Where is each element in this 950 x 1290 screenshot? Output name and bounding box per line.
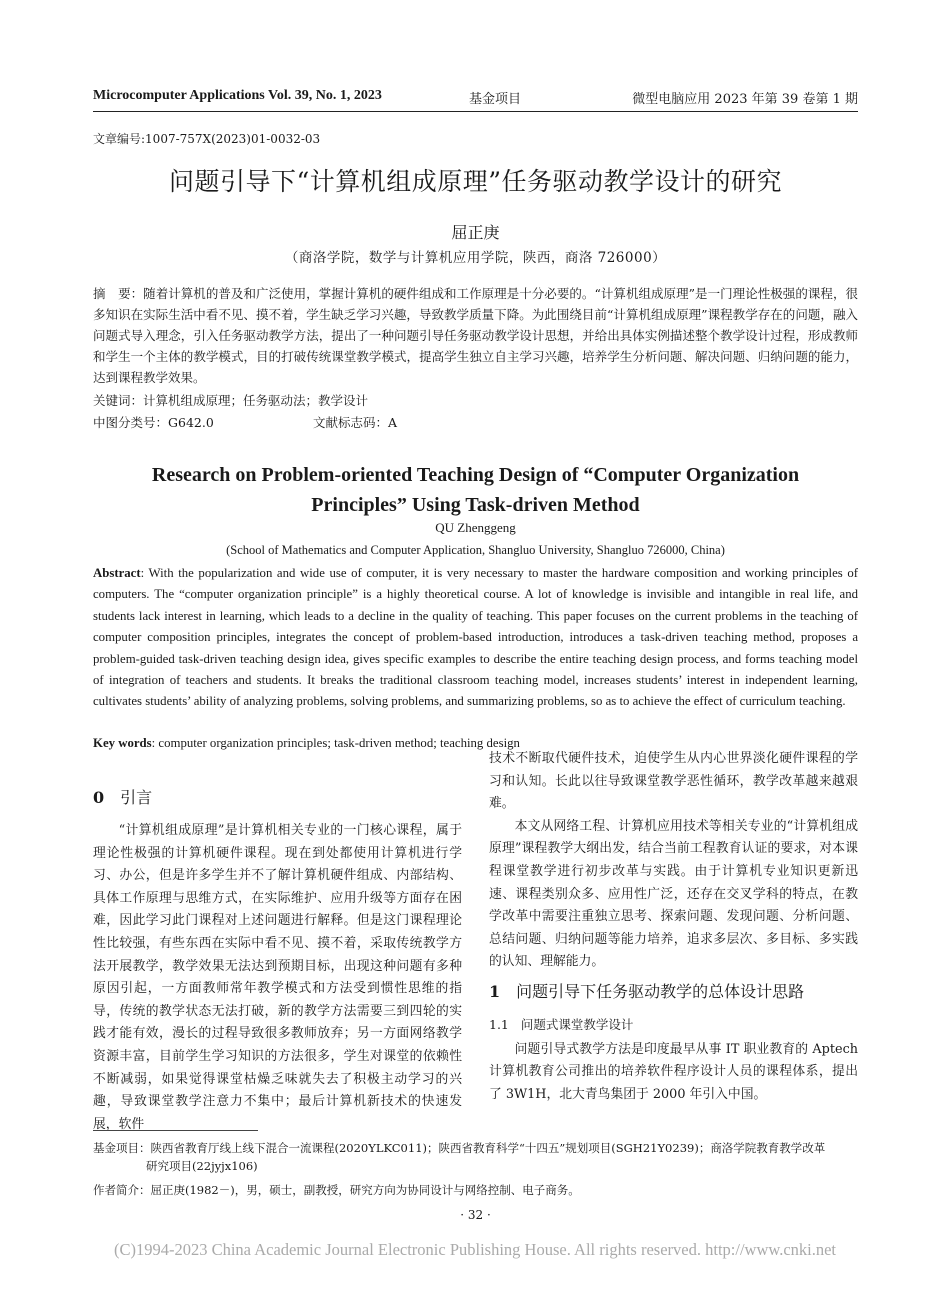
author-cn: 屈正庚 bbox=[451, 223, 500, 242]
footnote-fund bbox=[93, 1139, 868, 1175]
clc-number: 中图分类号：G642.0 bbox=[93, 415, 214, 430]
body-column-right bbox=[489, 748, 858, 1106]
article-category: 基金项目 bbox=[469, 92, 522, 107]
page-number: · 32 · bbox=[460, 1208, 491, 1222]
abstract-en-label: Abstract bbox=[93, 566, 141, 580]
paragraph-continued: 技术不断取代硬件技术，迫使学生从内心世界淡化硬件课程的学习和认知。长此以往导致课堂教学恶性循环，教学改革越来越艰难。 bbox=[489, 751, 858, 812]
abstract-en-text: : With the popularization and wide use of computer, it is very necessary to master the hardware composition and working principles of computers. The “computer organization principle” is a highly theoretical course. A lot of knowledge is invisible and intangible in real life, and students lack interest in learning, which leads to a decline in the quality of teaching. This paper focuses on the current problems in the teaching of computer composition principles, integrates the concept of problem-based introduction, introduces a task-driven teaching method, proposes a problem-guided task-driven teaching design idea, gives specific examples to describe the entire teaching design process, and forms teaching model of integration of teachers and students. It breaks the traditional classroom teaching model, increases students’ interest in independent learning, cultivates students’ ability of analyzing problems, solving problems, and summarizing problems, so as to achieve the effect of curriculum teaching. bbox=[93, 566, 858, 709]
document-code: 文献标志码：A bbox=[313, 415, 398, 430]
journal-name-en: Microcomputer Applications Vol. 39, No. 1, 2023 bbox=[93, 88, 382, 103]
affiliation-cn: （商洛学院，数学与计算机应用学院，陕西，商洛 726000） bbox=[284, 250, 667, 266]
affiliation-en: (School of Mathematics and Computer Application, Shangluo University, Shangluo 726000, China) bbox=[226, 543, 725, 557]
abstract-cn-label: 摘 要： bbox=[93, 286, 144, 301]
classification-cn bbox=[93, 413, 398, 431]
footnote-author: 作者简介：屈正庚(1982－)，男，硕士，副教授，研究方向为协同设计与网络控制、电子商务。 bbox=[93, 1183, 580, 1197]
abstract-cn-text: 随着计算机的普及和广泛使用，掌握计算机的硬件组成和工作原理是十分必要的。“计算机组成原理”是一门理论性极强的课程，很多知识在实际生活中看不见、摸不着，学生缺乏学习兴趣，导致教学质量下降。为此围绕目前“计算机组成原理”课程教学存在的问题，融入问题式导入理念，引入任务驱动教学方法，提出了一种问题引导任务驱动教学设计思想，并给出具体实例描述整个教学设计过程，形成教师和学生一个主体的教学模式，目的打破传统课堂教学模式，提高学生独立自主学习兴趣，培养学生分析问题、解决问题、归纳问题的能力，达到课程教学效果。 bbox=[93, 286, 858, 385]
keywords-en-label: Key words bbox=[93, 736, 152, 750]
paper-title-cn: 问题引导下“计算机组成原理”任务驱动教学设计的研究 bbox=[168, 167, 783, 196]
body-column-left bbox=[93, 780, 462, 1136]
paper-title-en-line2: Principles” Using Task-driven Method bbox=[311, 494, 640, 516]
paragraph: “计算机组成原理”是计算机相关专业的一门核心课程，属于理论性极强的计算机硬件课程。现在到处都使用计算机进行学习、办公，但是许多学生并不了解计算机硬件组成、内部结构、具体工作原理与思维方式，在实际维护、应用升级等方面存在困难，因此学习此门课程对上述问题进行解释。但是这门课程理论性比较强，有些东西在实际中看不见、摸不着，采取传统教学方法开展教学，教学效果无法达到预期目标，出现这种问题有多种原因引起，一方面教师常年教学模式和方法受到惯性思维的指导，传统的教学状态无法打破，新的教学方法需要三到四轮的实践才能有效，漫长的过程导致很多教师放弃；另一方面网络教学资源丰富，目前学生学习知识的方法很多，学生对课堂的依赖性不断减弱，如果觉得课堂枯燥乏味就失去了积极主动学习的兴趣，导致课堂教学注意力不集中；最后计算机新技术的快速发展，软件 bbox=[93, 823, 462, 1132]
footnote-fund-text-cont: 研究项目(22jyjx106) bbox=[146, 1159, 258, 1173]
author-en: QU Zhenggeng bbox=[435, 520, 516, 535]
abstract-en bbox=[93, 563, 858, 713]
section-number: 1 bbox=[489, 981, 501, 1001]
copyright-watermark: (C)1994-2023 China Academic Journal Electronic Publishing House. All rights reserved. http://www.cnki.net bbox=[113, 1240, 837, 1259]
journal-name-cn: 微型电脑应用 2023 年第 39 卷第 1 期 bbox=[632, 92, 858, 107]
section-heading-1 bbox=[489, 980, 858, 1004]
subsection-title: 问题式课堂教学设计 bbox=[520, 1016, 634, 1032]
section-title: 引言 bbox=[120, 788, 153, 807]
subsection-heading-1-1 bbox=[489, 1014, 858, 1037]
paragraph: 本文从网络工程、计算机应用技术等相关专业的“计算机组成原理”课程教学大纲出发，结合当前工程教育认证的要求，对本课程课堂教学进行初步改革与实践。由于计算机专业知识更新迅速、课程类别众多、应用性广泛，还存在交叉学科的特点，在教学改革中需要注重独立思考、探索问题、发现问题、分析问题、总结问题、归纳问题等能力培养，追求多层次、多目标、多实践的认知、理解能力。 bbox=[489, 818, 858, 970]
header-divider bbox=[93, 111, 858, 112]
keywords-cn: 关键词：计算机组成原理；任务驱动法；教学设计 bbox=[93, 393, 369, 408]
paper-title-en bbox=[93, 460, 858, 520]
article-number: 文章编号:1007-757X(2023)01-0032-03 bbox=[93, 132, 321, 146]
section-number: 0 bbox=[93, 788, 105, 807]
footnote-divider bbox=[93, 1130, 258, 1131]
keywords-en bbox=[93, 736, 520, 751]
subsection-number: 1.1 bbox=[489, 1016, 509, 1032]
paper-title-en-line1: Research on Problem-oriented Teaching Design of “Computer Organization bbox=[151, 464, 800, 486]
running-header bbox=[93, 88, 858, 108]
paragraph: 问题引导式教学方法是印度最早从事 IT 职业教育的 Aptech 计算机教育公司推出的培养软件程序设计人员的课程体系，提出了 3W1H，北大青鸟集团于 2000 年引入中国。 bbox=[489, 1041, 858, 1102]
section-title: 问题引导下任务驱动教学的总体设计思路 bbox=[516, 981, 805, 1001]
section-heading-0 bbox=[93, 786, 462, 810]
abstract-cn bbox=[93, 283, 858, 388]
footnote-fund-label: 基金项目： bbox=[93, 1141, 151, 1155]
footnote-fund-text: 陕西省教育厅线上线下混合一流课程(2020YLKC011)；陕西省教育科学“十四五”规划项目(SGH21Y0239)；商洛学院教育教学改革 bbox=[150, 1141, 826, 1155]
keywords-en-text: : computer organization principles; task-driven method; teaching design bbox=[151, 736, 520, 750]
